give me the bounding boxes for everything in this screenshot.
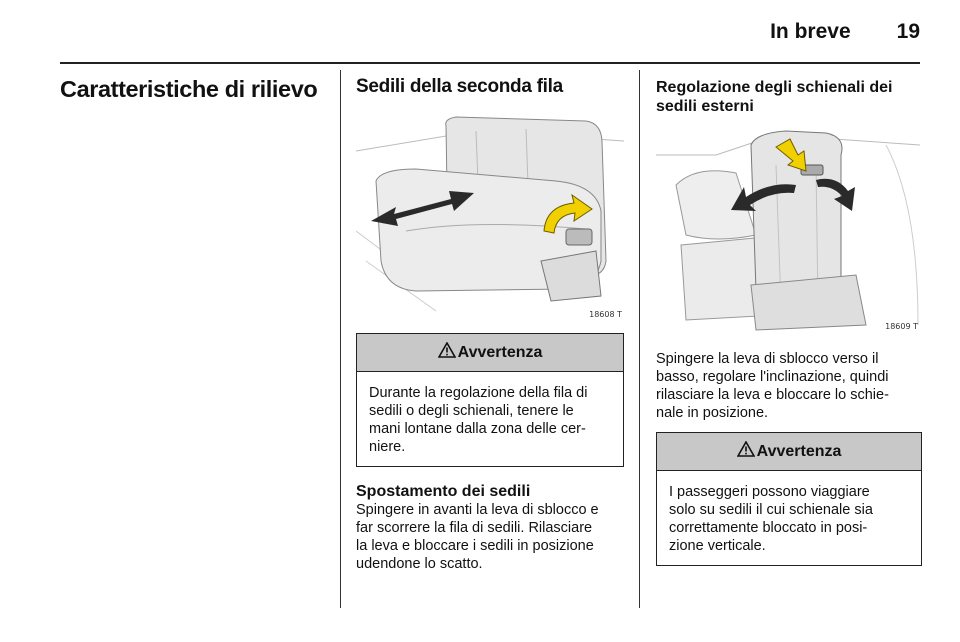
warning-title: Avvertenza (457, 343, 543, 361)
warning-line: sedili o degli schienali, tenere le (369, 403, 574, 419)
chapter-title: Caratteristiche di rilievo (60, 76, 318, 102)
backrest-drawing (656, 125, 920, 333)
warning-title: Avvertenza (756, 442, 842, 460)
page-header (770, 20, 920, 48)
right-column (656, 70, 922, 566)
seat-moving-subheading: Spostamento dei sedili (356, 483, 531, 500)
column-divider (340, 70, 341, 608)
text-line: Spingere in avanti la leva di sblocco e (356, 502, 599, 518)
warning-line: zione verticale. (669, 538, 766, 554)
warning-triangle-icon (737, 441, 755, 462)
backrest-adjust-heading (656, 78, 922, 116)
middle-column (356, 70, 624, 573)
warning-header (357, 334, 623, 372)
text-line: udendone lo scatto. (356, 556, 483, 572)
column-divider (639, 70, 640, 608)
second-row-seats-heading: Sedili della seconda fila (356, 76, 563, 97)
figure-code: 18608 T (589, 310, 622, 319)
text-line: nale in posizione. (656, 405, 769, 421)
figure-code: 18609 T (885, 322, 918, 331)
heading-line: sedili esterni (656, 98, 754, 115)
warning-box (356, 333, 624, 467)
text-line: Spingere la leva di sblocco verso il (656, 351, 879, 367)
section-title: In breve (770, 20, 851, 43)
seat-slide-drawing (356, 111, 624, 321)
text-line: rilasciare la leva e bloccare lo schie- (656, 387, 889, 403)
text-line: far scorrere la fila di sedili. Rilasciare (356, 520, 593, 536)
warning-triangle-icon (438, 342, 456, 363)
backrest-adjust-text (656, 350, 922, 422)
warning-line: niere. (369, 439, 406, 455)
warning-line: Durante la regolazione della fila di (369, 385, 588, 401)
text-line: la leva e bloccare i sedili in posizione (356, 538, 594, 554)
warning-line: I passeggeri possono viaggiare (669, 484, 870, 500)
page-number: 19 (896, 20, 920, 43)
heading-line: Regolazione degli schienali dei (656, 79, 893, 96)
warning-box (656, 432, 922, 566)
seat-slide-illustration (356, 111, 624, 321)
backrest-illustration (656, 125, 920, 333)
text-line: basso, regolare l'inclinazione, quindi (656, 369, 889, 385)
warning-text (657, 471, 921, 565)
left-column (60, 70, 332, 104)
seat-moving-text (356, 501, 624, 573)
warning-line: solo su sedili il cui schienale sia (669, 502, 873, 518)
header-rule (60, 62, 920, 64)
warning-text (357, 372, 623, 466)
warning-line: mani lontane dalla zona delle cer- (369, 421, 586, 437)
warning-header (657, 433, 921, 471)
warning-line: correttamente bloccato in posi- (669, 520, 868, 536)
